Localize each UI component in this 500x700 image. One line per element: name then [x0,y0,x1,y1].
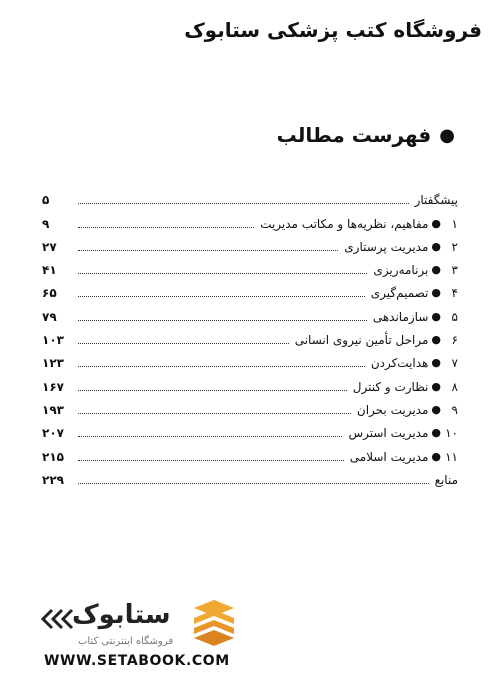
toc-leader-dots [78,390,347,391]
toc-entry-label: نظارت و کنترل [352,379,429,394]
toc-leader-dots [78,250,338,251]
toc-entry [42,417,458,440]
toc-entry-page: ۱۲۳ [42,356,64,371]
toc-entry [42,277,458,300]
toc-entry [42,184,458,207]
toc-entry [42,394,458,417]
page-header: فروشگاه کتب پزشکی ستابوک [184,18,482,42]
toc-entry-bullet: ● [431,309,441,323]
toc-entry-page: ۲۷ [42,239,57,254]
toc-entry [42,370,458,393]
toc-entry-number: ۴ [451,286,458,301]
toc-entry [42,254,458,277]
toc-entry-label: برنامه‌ریزی [373,263,429,278]
toc-entry-label: مدیریت پرستاری [344,239,429,254]
toc-entry-page: ۲۲۹ [42,472,64,487]
toc-entry-page: ۲۱۵ [42,449,64,464]
toc-entry-page: ۴۱ [42,263,57,278]
toc-entry-number: ۱ [451,216,458,231]
toc-entry-bullet: ● [431,263,441,277]
toc-entry-bullet: ● [431,239,441,253]
toc-entry-label: سازماندهی [372,309,429,324]
toc-entry-page: ۱۰۳ [42,333,64,348]
toc-entry-number: ۷ [451,356,458,371]
toc-leader-dots [78,320,367,321]
toc-entry-bullet: ● [431,426,441,440]
toc-entry [42,464,458,487]
toc-entry [42,231,458,254]
brand-subtitle: فروشگاه اینترنتی کتاب [78,636,174,647]
toc-title [277,123,455,147]
toc-entry-bullet: ● [431,379,441,393]
toc-leader-dots [78,366,365,367]
toc-title-text: فهرست مطالب [276,123,432,147]
logo-mark-icon [188,598,240,650]
setabook-logo [30,598,240,688]
toc-entry-number: ۱۰ [445,426,458,441]
toc-entry-bullet: ● [431,449,441,463]
toc-entry-page: ۷۹ [42,309,57,324]
toc-entry [42,440,458,463]
toc-entry-number: ۶ [451,333,458,348]
toc-entry-bullet: ● [431,216,441,230]
toc-entry-bullet: ● [431,402,441,416]
website-url[interactable]: WWW.SETABOOK.COM [44,653,230,669]
toc-leader-dots [78,460,344,461]
toc-entry-bullet: ● [431,286,441,300]
toc-entry-number: ۹ [451,402,458,417]
toc-entry-number: ۱۱ [445,449,458,464]
toc-entry-label: مدیریت اسلامی [349,449,429,464]
toc-leader-dots [78,483,429,484]
toc-entry-label: تصمیم‌گیری [370,286,429,301]
toc-leader-dots [78,296,365,297]
table-of-contents [42,184,458,487]
toc-leader-dots [78,203,409,204]
toc-leader-dots [78,343,289,344]
chevron-icon [40,608,74,630]
toc-entry [42,347,458,370]
toc-leader-dots [78,413,351,414]
toc-entry-page: ۶۵ [42,286,57,301]
toc-entry-number: ۲ [451,239,458,254]
toc-leader-dots [78,227,254,228]
toc-entry-label: منابع [434,472,458,487]
toc-leader-dots [78,273,367,274]
toc-leader-dots [78,436,342,437]
toc-entry-bullet: ● [431,333,441,347]
toc-entry-label: مدیریت بحران [356,402,429,417]
toc-entry-page: ۲۰۷ [42,426,64,441]
toc-entry-page: ۹ [42,216,50,231]
toc-entry [42,207,458,230]
toc-entry-bullet: ● [431,356,441,370]
toc-entry-label: پیشگفتار [414,193,458,208]
toc-entry [42,324,458,347]
toc-entry-page: ۱۹۳ [42,402,64,417]
toc-entry-number: ۸ [451,379,458,394]
toc-entry [42,300,458,323]
toc-entry-number: ۵ [451,309,458,324]
toc-entry-page: ۵ [42,193,50,208]
toc-entry-page: ۱۶۷ [42,379,64,394]
toc-entry-label: مدیریت استرس [348,426,429,441]
toc-entry-label: مراحل تأمین نیروی انسانی [294,333,429,348]
brand-name: ستابوک [72,600,171,630]
toc-entry-label: مفاهیم، نظریه‌ها و مکاتب مدیریت [260,216,429,231]
toc-entry-number: ۳ [451,263,458,278]
title-bullet: ● [439,124,455,146]
toc-entry-label: هدایت‌کردن [370,356,429,371]
